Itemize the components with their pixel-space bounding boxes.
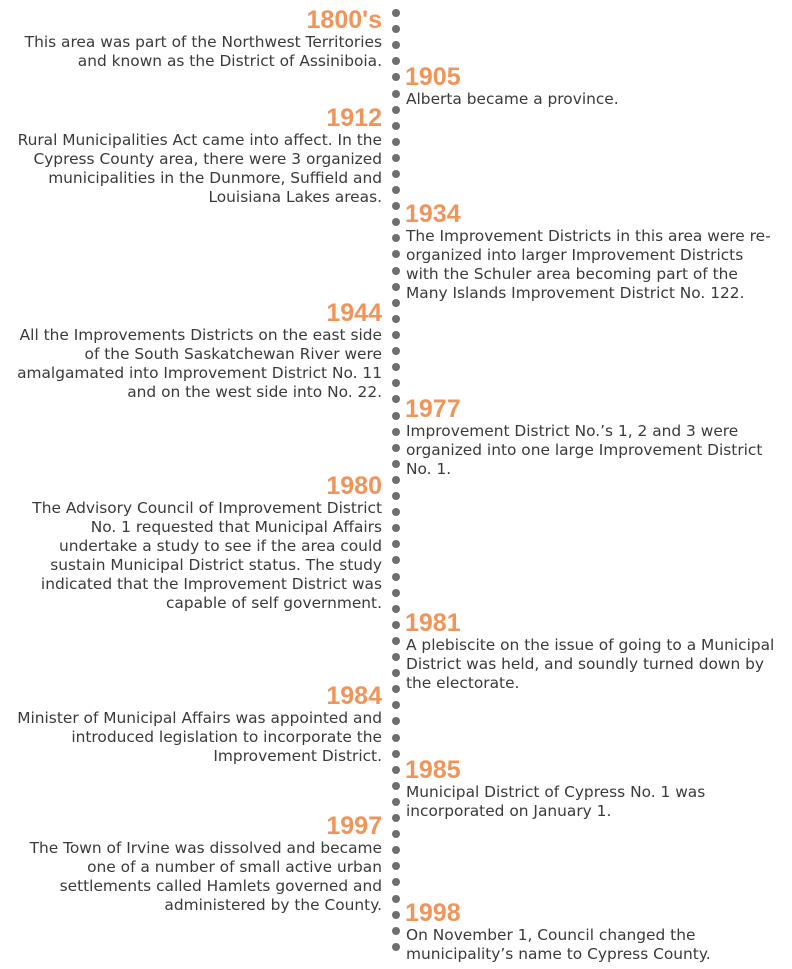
timeline-dot xyxy=(392,106,400,114)
timeline-year: 1800's xyxy=(306,6,382,34)
timeline-entry-1944 xyxy=(14,301,382,402)
timeline-description: All the Improvements Districts on the east side of the South Saskatchewan River were amalgamated into Improvement District No. 11 and on the west side into No. 22. xyxy=(17,326,382,401)
timeline-dot xyxy=(392,73,400,81)
timeline-dot xyxy=(392,605,400,613)
timeline-dot xyxy=(392,669,400,677)
timeline-entry-1977 xyxy=(405,397,777,479)
timeline-dot xyxy=(392,41,400,49)
timeline-dot xyxy=(392,524,400,532)
timeline-dot xyxy=(392,717,400,725)
timeline-dot xyxy=(392,911,400,919)
timeline-entry-1998 xyxy=(405,901,777,964)
timeline-dot xyxy=(392,234,400,242)
timeline-entry-1934 xyxy=(405,202,777,303)
timeline-dot xyxy=(392,444,400,452)
timeline-year: 1997 xyxy=(326,812,382,840)
timeline-dot xyxy=(392,653,400,661)
timeline-year: 1998 xyxy=(405,899,461,927)
timeline-entry-1981 xyxy=(405,611,777,693)
timeline-description: Municipal District of Cypress No. 1 was incorporated on January 1. xyxy=(406,783,706,820)
timeline-year: 1934 xyxy=(405,200,461,228)
timeline-dot xyxy=(392,476,400,484)
timeline-dot xyxy=(392,573,400,581)
timeline-year: 1977 xyxy=(405,395,461,423)
timeline-description: The Advisory Council of Improvement District No. 1 requested that Municipal Affairs undertake a study to see if the area could sustain Municipal District status. The study indicated that the Improvement District was capable of self government. xyxy=(32,499,382,612)
timeline-dot xyxy=(392,363,400,371)
timeline-dot xyxy=(392,943,400,951)
timeline-dot xyxy=(392,9,400,17)
timeline-year: 1905 xyxy=(405,63,461,91)
timeline-dot xyxy=(392,862,400,870)
timeline-dot xyxy=(392,428,400,436)
timeline-dot xyxy=(392,814,400,822)
timeline-description: Rural Municipalities Act came into affect. In the Cypress County area, there were 3 organized municipalities in the Dunmore, Suffield and Louisiana Lakes areas. xyxy=(17,131,382,206)
timeline-dot xyxy=(392,492,400,500)
timeline-dot xyxy=(392,57,400,65)
timeline-year: 1912 xyxy=(326,104,382,132)
timeline-dot xyxy=(392,460,400,468)
timeline-dot xyxy=(392,878,400,886)
timeline-entry-1985 xyxy=(405,758,777,821)
timeline-dot xyxy=(392,412,400,420)
timeline-description: Minister of Municipal Affairs was appointed and introduced legislation to incorporate the Improvement District. xyxy=(17,709,382,765)
timeline-entry-1980 xyxy=(14,474,382,613)
timeline-description: The Town of Irvine was dissolved and became one of a number of small active urban settlements called Hamlets governed and administered by the County. xyxy=(29,839,382,914)
timeline-dot xyxy=(392,734,400,742)
timeline-entry-1905 xyxy=(405,65,777,109)
timeline-dot xyxy=(392,25,400,33)
timeline-year: 1984 xyxy=(326,682,382,710)
timeline-year: 1980 xyxy=(326,472,382,500)
timeline-dot xyxy=(392,315,400,323)
timeline-dot xyxy=(392,347,400,355)
timeline-dot xyxy=(392,283,400,291)
timeline-dot xyxy=(392,685,400,693)
timeline-dot xyxy=(392,701,400,709)
timeline-dot xyxy=(392,170,400,178)
timeline-description: This area was part of the Northwest Territories and known as the District of Assiniboia. xyxy=(24,33,382,70)
timeline-dot xyxy=(392,250,400,258)
timeline-dot xyxy=(392,90,400,98)
timeline-dot xyxy=(392,621,400,629)
timeline-dot xyxy=(392,331,400,339)
timeline-dot xyxy=(392,750,400,758)
timeline-description: Alberta became a province. xyxy=(406,90,619,108)
timeline-year: 1985 xyxy=(405,756,461,784)
timeline-dot xyxy=(392,540,400,548)
timeline-description: A plebiscite on the issue of going to a Municipal District was held, and soundly turned down by the electorate. xyxy=(406,636,775,692)
timeline-dot xyxy=(392,846,400,854)
timeline-entry-1800s xyxy=(14,8,382,71)
timeline-description: Improvement District No.’s 1, 2 and 3 were organized into one large Improvement District No. 1. xyxy=(406,422,763,478)
timeline-dot xyxy=(392,766,400,774)
timeline-dot xyxy=(392,202,400,210)
timeline-dot xyxy=(392,798,400,806)
timeline-dot xyxy=(392,267,400,275)
timeline-year: 1944 xyxy=(326,299,382,327)
timeline-dot xyxy=(392,589,400,597)
timeline-dot xyxy=(392,895,400,903)
timeline-dot xyxy=(392,395,400,403)
timeline-dot xyxy=(392,154,400,162)
timeline-entry-1997 xyxy=(14,814,382,915)
timeline-dot xyxy=(392,379,400,387)
timeline-entry-1912 xyxy=(14,106,382,207)
timeline-dot xyxy=(392,927,400,935)
timeline-dot xyxy=(392,782,400,790)
timeline-dot xyxy=(392,138,400,146)
timeline-description: On November 1, Council changed the municipality’s name to Cypress County. xyxy=(406,926,711,963)
timeline-dot xyxy=(392,508,400,516)
timeline-dot xyxy=(392,122,400,130)
timeline-description: The Improvement Districts in this area were re-organized into larger Improvement Districts with the Schuler area becoming part of the Many Islands Improvement District No. 122. xyxy=(406,227,771,302)
timeline-dot xyxy=(392,830,400,838)
timeline-dot xyxy=(392,556,400,564)
timeline-entry-1984 xyxy=(14,684,382,766)
timeline-dot xyxy=(392,637,400,645)
timeline-dot xyxy=(392,299,400,307)
timeline-dot xyxy=(392,218,400,226)
timeline-year: 1981 xyxy=(405,609,461,637)
timeline-dot xyxy=(392,186,400,194)
